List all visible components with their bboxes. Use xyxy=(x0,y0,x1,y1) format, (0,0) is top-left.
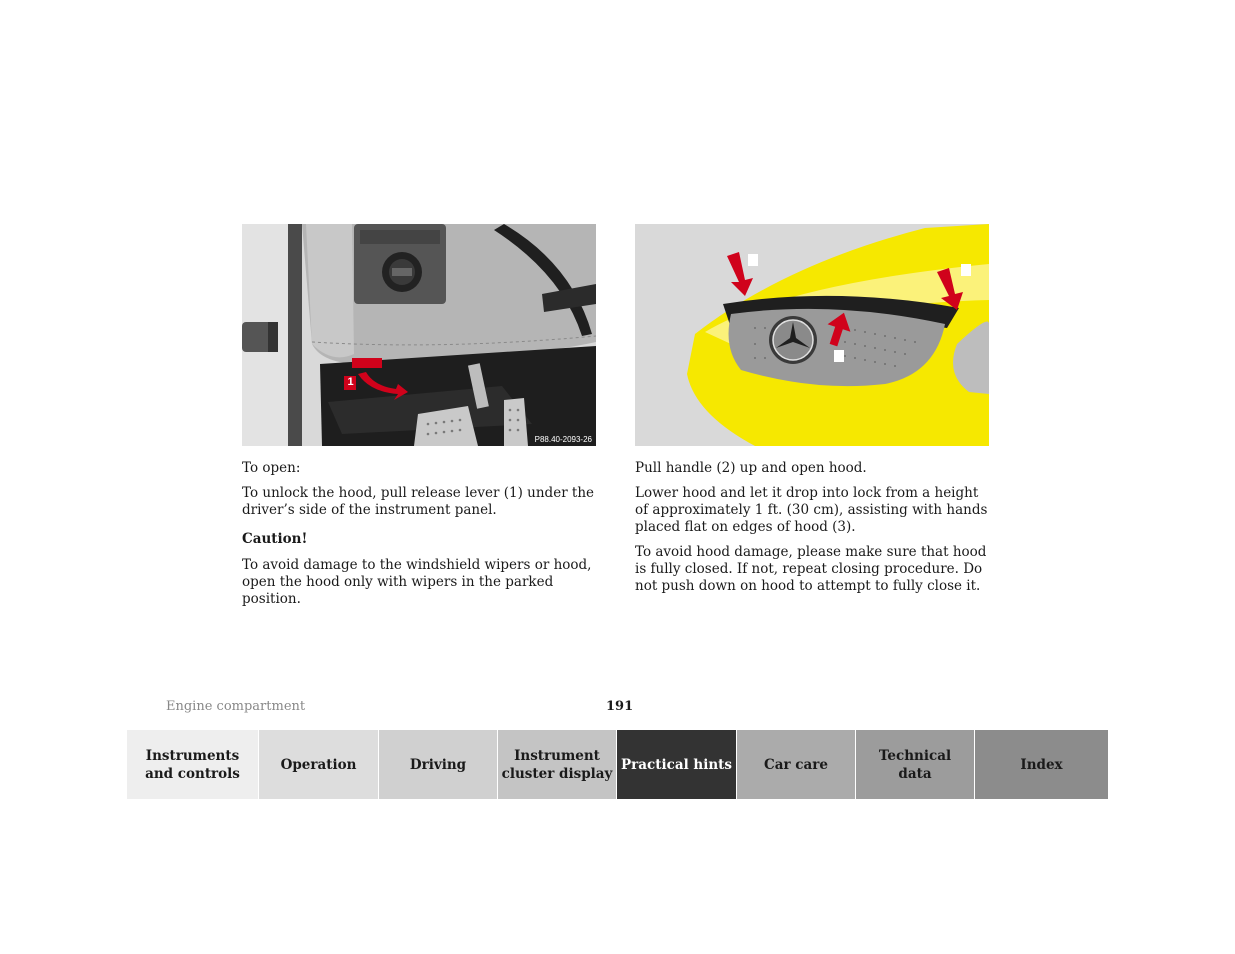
tab-technical-data[interactable] xyxy=(856,730,975,799)
tab-practical-hints[interactable] xyxy=(617,730,737,799)
tab-index[interactable] xyxy=(975,730,1108,799)
tab-label-line2: and controls xyxy=(145,765,240,782)
right-text-column xyxy=(635,460,995,603)
tab-label: Practical hints xyxy=(621,756,732,773)
tab-driving[interactable] xyxy=(379,730,498,799)
hood-release-lever-illustration xyxy=(242,224,596,446)
tab-instruments-and-controls[interactable] xyxy=(127,730,259,799)
figure-code: P88.40-2093-26 xyxy=(534,435,592,444)
chapter-navigation xyxy=(127,730,1108,799)
page-number: 191 xyxy=(606,699,634,714)
callout-1-label: 1 xyxy=(347,376,354,388)
pull-handle-instruction: Pull handle (2) up and open hood. xyxy=(635,460,867,476)
tab-label-line2: data xyxy=(898,765,932,782)
caution-heading: Caution! xyxy=(242,531,308,547)
unlock-hood-instruction: To unlock the hood, pull release lever (1) under the driver’s side of the instrument panel. xyxy=(242,485,595,518)
tab-car-care[interactable] xyxy=(737,730,856,799)
tab-label-line1: Instrument xyxy=(514,747,600,764)
caution-text: To avoid damage to the windshield wipers or hood, open the hood only with wipers in the parked position. xyxy=(242,557,592,607)
section-title: Engine compartment xyxy=(166,699,306,714)
tab-operation[interactable] xyxy=(259,730,379,799)
tab-label: Driving xyxy=(409,756,467,773)
tab-label-line2: cluster display xyxy=(501,765,613,782)
hood-open-illustration xyxy=(635,224,989,446)
hood-damage-warning: To avoid hood damage, please make sure that hood is fully closed. If not, repeat closing procedure. Do not push down on hood to attempt to fully close it. xyxy=(635,544,987,594)
to-open-label: To open: xyxy=(242,460,301,476)
tab-label: Car care xyxy=(764,756,828,773)
lower-hood-instruction: Lower hood and let it drop into lock from a height of approximately 1 ft. (30 cm), assisting with hands placed flat on edges of hood (3). xyxy=(635,485,988,535)
tab-label: Index xyxy=(1020,756,1063,773)
tab-label: Operation xyxy=(280,756,357,773)
tab-label-line1: Instruments xyxy=(145,747,240,764)
tab-label-line1: Technical xyxy=(878,747,952,764)
tab-instrument-cluster-display[interactable] xyxy=(498,730,617,799)
left-text-column xyxy=(242,460,602,616)
